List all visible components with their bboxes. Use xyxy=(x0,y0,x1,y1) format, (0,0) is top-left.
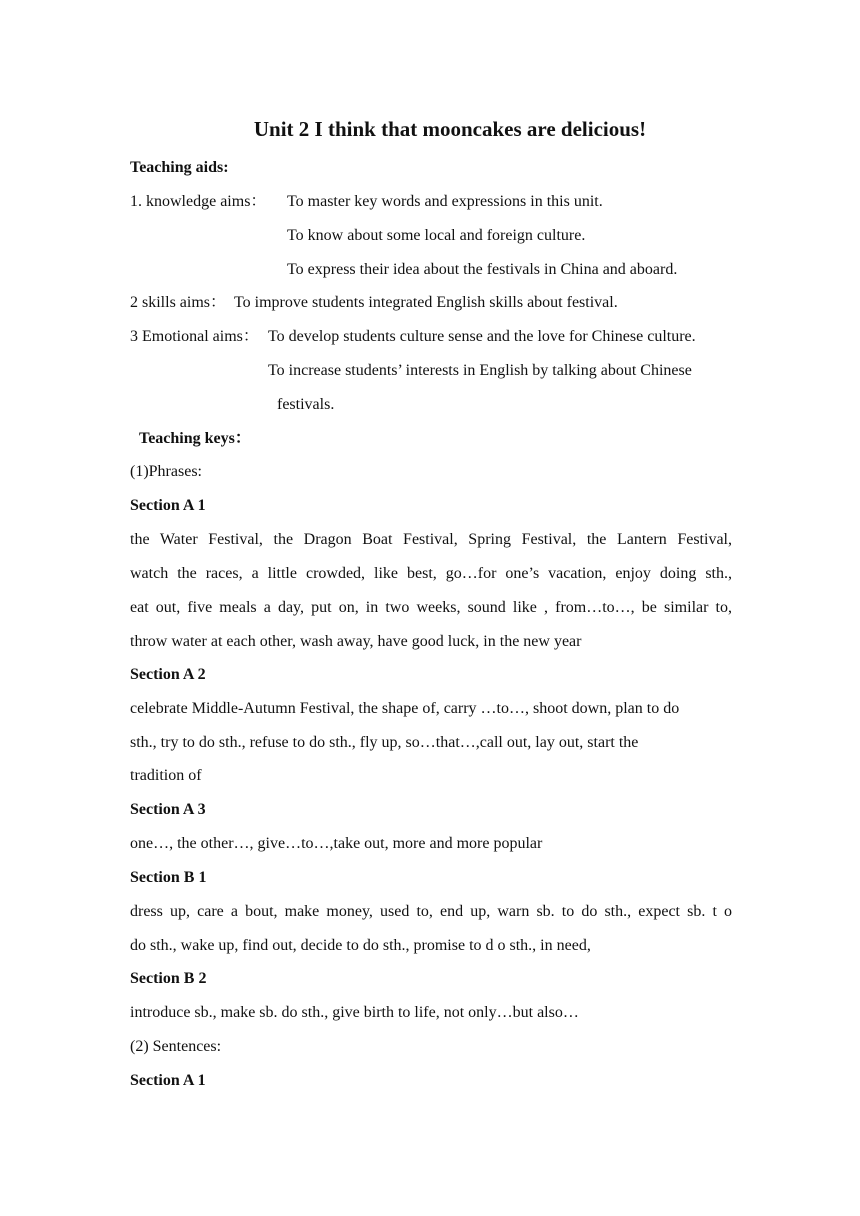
phrase-line: the Water Festival, the Dragon Boat Festival, Spring Festival, the Lantern Festival, xyxy=(130,531,732,548)
phrase-line: dress up, care a bout, make money, used to, end up, warn sb. to do sth., expect sb. t o xyxy=(130,903,732,920)
phrase-line: one…, the other…, give…to…,take out, more and more popular xyxy=(130,835,543,852)
knowledge-aim-line: To master key words and expressions in this unit. xyxy=(287,193,603,210)
emotional-aim-line: festivals. xyxy=(277,396,335,413)
skills-aims-label: 2 skills aims： xyxy=(130,294,227,311)
emotional-aims-label: 3 Emotional aims： xyxy=(130,328,259,345)
section-heading: Section B 2 xyxy=(130,970,207,987)
knowledge-aim-line: To know about some local and foreign culture. xyxy=(287,227,586,244)
teaching-keys-heading: Teaching keys： xyxy=(139,430,251,447)
page-title: Unit 2 I think that mooncakes are delicious! xyxy=(253,117,647,141)
knowledge-aims-label: 1. knowledge aims： xyxy=(130,193,267,210)
section-heading: Section A 1 xyxy=(130,1072,206,1089)
section-heading: Section A 1 xyxy=(130,497,206,514)
phrase-line: sth., try to do sth., refuse to do sth., fly up, so…that…,call out, lay out, start the xyxy=(130,734,639,751)
phrase-line: introduce sb., make sb. do sth., give birth to life, not only…but also… xyxy=(130,1004,579,1021)
phrase-line: watch the races, a little crowded, like best, go…for one’s vacation, enjoy doing sth., xyxy=(130,565,732,582)
phrase-line: tradition of xyxy=(130,767,202,784)
skills-aim-line: To improve students integrated English skills about festival. xyxy=(234,294,618,311)
emotional-aim-line: To develop students culture sense and the love for Chinese culture. xyxy=(268,328,696,345)
phrase-line: celebrate Middle-Autumn Festival, the shape of, carry …to…, shoot down, plan to do xyxy=(130,700,680,717)
teaching-aids-heading: Teaching aids: xyxy=(130,159,229,176)
section-heading: Section A 2 xyxy=(130,666,206,683)
phrase-line: do sth., wake up, find out, decide to do sth., promise to d o sth., in need, xyxy=(130,937,591,954)
knowledge-aim-line: To express their idea about the festivals in China and aboard. xyxy=(287,261,678,278)
section-heading: Section B 1 xyxy=(130,869,207,886)
emotional-aim-line: To increase students’ interests in English by talking about Chinese xyxy=(268,362,692,379)
sentences-label: (2) Sentences: xyxy=(130,1038,222,1055)
phrases-label: (1)Phrases: xyxy=(130,463,202,480)
section-heading: Section A 3 xyxy=(130,801,206,818)
phrase-line: throw water at each other, wash away, have good luck, in the new year xyxy=(130,633,582,650)
phrase-line: eat out, five meals a day, put on, in two weeks, sound like , from…to…, be similar to, xyxy=(130,599,732,616)
